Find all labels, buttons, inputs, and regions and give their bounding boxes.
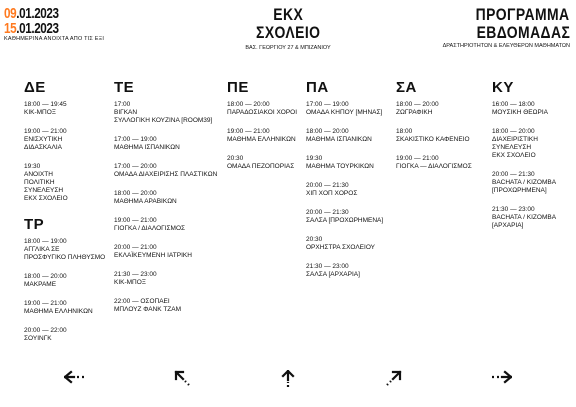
day-events-pe [227,101,303,171]
day-title-ky: ΚΥ [492,79,514,96]
date-start [4,6,104,21]
event-title: ΓΙΟΓΚΑ — ΔΙΑΛΟΓΙΣΜΟΣ [396,163,472,170]
event-tr-2 [24,300,106,316]
arrow-up-right-icon[interactable] [386,370,402,386]
opening-hours-note: ΚΑΘΗΜΕΡΙΝΑ ΑΝΟΙΧΤΑ ΑΠΟ ΤΙΣ ΕΞΙ [4,36,105,42]
event-title: ΜΑΘΗΜΑ ΙΣΠΑΝΙΚΩΝ [306,136,372,143]
program-subtitle: ΔΡΑΣΤΗΡΙΟΤΗΤΩΝ & ΕΛΕΥΘΕΡΩΝ ΜΑΘΗΜΑΤΩΝ [442,43,570,49]
event-sa-1 [396,128,482,144]
column-3 [227,80,303,182]
column-1 [24,80,106,354]
event-title: BACHATA / KIZOMBA [ΑΡΧΑΡΙΑ] [492,214,557,229]
column-5 [396,80,482,182]
event-time: 20:00 — 21:30 [492,171,535,178]
date-start-rest: .01.2023 [16,5,59,22]
event-sa-0 [396,101,482,117]
event-de-1 [24,128,106,152]
arrow-up-icon[interactable] [281,370,295,388]
event-ky-3 [492,206,572,230]
event-time: 18:00 — 20:00 [396,101,439,108]
event-pa-5 [306,236,390,252]
event-te-0 [114,101,222,125]
day-events-de [24,101,106,203]
event-ky-0 [492,101,572,117]
column-4 [306,80,390,290]
event-title: ΣΟΥΙΝΓΚ [24,335,52,342]
event-time: 22:00 — ΟΣΟΠΑΕΙ [114,298,170,305]
event-title: ΜΟΥΣΙΚΗ ΘΕΩΡΙΑ [492,109,548,116]
date-end-rest: .01.2023 [16,20,59,37]
event-time: 18:00 — 19:45 [24,101,67,108]
event-title: ΑΓΓΛΙΚΑ ΣΕ ΠΡΟΣΦΥΓΙΚΟ ΠΛΗΘΥΣΜΟ [24,246,106,261]
event-title: ΜΑΘΗΜΑ ΙΣΠΑΝΙΚΩΝ [114,144,180,151]
event-title: ΕΚΛΑΪΚΕΥΜΕΝΗ ΙΑΤΡΙΚΗ [114,252,192,259]
day-title-pe: ΠΕ [227,79,249,96]
event-time: 19:30 [306,155,323,162]
event-title: ΣΚΑΚΙΣΤΙΚΟ ΚΑΦΕΝΕΙΟ [396,136,470,143]
event-time: 20:00 — 22:00 [24,327,67,334]
event-time: 18:00 — 19:00 [24,238,67,245]
event-title: ΓΙΟΓΚΑ / ΔΙΑΛΟΓΙΣΜΟΣ [114,225,186,232]
event-time: 17:00 [114,101,131,108]
event-pa-2 [306,155,390,171]
event-tr-0 [24,238,106,262]
event-tr-1 [24,273,106,289]
event-te-1 [114,136,222,152]
event-pa-3 [306,182,390,198]
event-title: ΜΑΘΗΜΑ ΕΛΛΗΝΙΚΩΝ [24,308,93,315]
event-time: 20:30 [306,236,323,243]
event-title: ΒΙΓΚΑΝ ΣΥΛΛΟΓΙΚΗ ΚΟΥΖΙΝΑ [ROOM39] [114,109,213,124]
event-time: 21:30 — 23:00 [306,263,349,270]
day-tr [24,217,106,343]
event-title: ΕΝΙΣΧΥΤΙΚΗ ΔΙΔΑΣΚΑΛΙΑ [24,136,63,151]
event-pa-6 [306,263,390,279]
event-title: ΣΑΛΣΑ [ΑΡΧΑΡΙΑ] [306,271,360,278]
event-de-2 [24,163,106,203]
event-title: ΜΑΚΡΑΜΕ [24,281,57,288]
event-title: ΑΝΟΙΧΤΗ ΠΟΛΙΤΙΚΗ ΣΥΝΕΛΕΥΣΗ ΕΚΧ ΣΧΟΛΕΙΟ [24,171,68,202]
event-time: 21:30 — 23:00 [114,271,157,278]
event-title: ΚΙΚ-ΜΠΟΞ [114,279,147,286]
event-title: ΟΜΑΔΑ ΠΕΖΟΠΟΡΙΑΣ [227,163,295,170]
event-time: 18:00 — 20:00 [24,273,67,280]
event-pe-1 [227,128,303,144]
event-pa-0 [306,101,390,117]
event-ky-1 [492,128,572,160]
program-title-line2: ΕΒΔΟΜΑΔΑΣ [476,23,570,42]
event-time: 17:00 — 20:00 [114,163,157,170]
event-tr-3 [24,327,106,343]
event-pe-0 [227,101,303,117]
event-time: 19:00 — 21:00 [227,128,270,135]
day-events-te [114,101,222,314]
event-title: ΟΜΑΔΑ ΚΗΠΟΥ [ΜΗΝΑΣ] [306,109,383,116]
event-time: 19:00 — 21:00 [396,155,439,162]
event-time: 20:00 — 21:30 [306,209,349,216]
event-te-6 [114,271,222,287]
date-start-day: 09 [4,5,17,22]
program-title [443,7,570,50]
day-title-de: ΔΕ [24,79,46,96]
event-time: 20:30 [227,155,244,162]
logo-line2: ΣΧΟΛΕΙΟ [255,23,321,42]
address: ΒΑΣ. ΓΕΩΡΓΙΟΥ 27 & ΜΠΙΖΑΝΙΟΥ [245,45,331,51]
event-time: 19:00 — 21:00 [24,128,67,135]
event-title: ΜΑΘΗΜΑ ΑΡΑΒΙΚΩΝ [114,198,177,205]
arrow-up-left-icon[interactable] [174,370,190,386]
event-time: 18:00 — 20:00 [114,190,157,197]
event-time: 17:00 — 19:00 [114,136,157,143]
arrow-right-icon[interactable] [490,370,512,384]
event-time: 20:00 — 21:30 [306,182,349,189]
event-te-7 [114,298,222,314]
date-end-day: 15 [4,20,17,37]
event-title: ΜΑΘΗΜΑ ΕΛΛΗΝΙΚΩΝ [227,136,296,143]
event-ky-2 [492,171,572,195]
header-dates [4,6,104,43]
event-time: 18:00 — 20:00 [492,128,535,135]
event-te-4 [114,217,222,233]
event-time: 16:00 — 18:00 [492,101,535,108]
day-de [24,80,106,203]
event-title: ΧΙΠ ΧΟΠ ΧΟΡΟΣ [306,190,358,197]
event-te-3 [114,190,222,206]
event-title: ΟΡΧΗΣΤΡΑ ΣΧΟΛΕΙΟΥ [306,244,376,251]
day-events-tr [24,238,106,343]
day-title-tr: ΤΡ [24,216,45,233]
event-time: 17:00 — 19:00 [306,101,349,108]
date-end [4,21,104,36]
program-title-line1: ΠΡΟΓΡΑΜΜΑ [476,5,570,24]
event-pe-2 [227,155,303,171]
event-te-2 [114,163,222,179]
event-time: 18:00 [396,128,413,135]
event-de-0 [24,101,106,117]
event-time: 20:00 — 21:00 [114,244,157,251]
day-title-te: ΤΕ [114,79,135,96]
logo-line1: ΕΚΧ [273,5,303,24]
event-time: 19:00 — 21:00 [24,300,67,307]
logo[interactable] [238,7,338,52]
event-title: ΜΑΘΗΜΑ ΤΟΥΡΚΙΚΩΝ [306,163,374,170]
arrow-left-icon[interactable] [64,370,86,384]
event-time: 18:00 — 20:00 [306,128,349,135]
day-title-pa: ΠΑ [306,79,329,96]
day-title-sa: ΣΑ [396,79,417,96]
event-time: 19:00 — 21:00 [114,217,157,224]
event-time: 21:30 — 23:00 [492,206,535,213]
day-events-pa [306,101,390,279]
event-title: ΜΠΛΟΥΖ ΦΑΝΚ ΤΖΑΜ [114,306,182,313]
event-title: ΠΑΡΑΔΟΣΙΑΚΟΙ ΧΟΡΟΙ [227,109,298,116]
event-te-5 [114,244,222,260]
column-2 [114,80,222,325]
event-title: BACHATA / KIZOMBA [ΠΡΟΧΩΡΗΜΕΝΑ] [492,179,557,194]
event-sa-2 [396,155,482,171]
column-6 [492,80,572,241]
event-title: ΖΩΓΡΑΦΙΚΗ [396,109,433,116]
day-events-ky [492,101,572,230]
day-events-sa [396,101,482,171]
event-time: 19:30 [24,163,41,170]
event-title: ΟΜΑΔΑ ΔΙΑΧΕΙΡΙΣΗΣ ΠΛΑΣΤΙΚΩΝ [114,171,218,178]
event-title: ΣΑΛΣΑ [ΠΡΟΧΩΡΗΜΕΝΑ] [306,217,384,224]
event-time: 18:00 — 20:00 [227,101,270,108]
event-pa-4 [306,209,390,225]
event-title: ΔΙΑΧΕΙΡΙΣΤΙΚΗ ΣΥΝΕΛΕΥΣΗ ΕΚΧ ΣΧΟΛΕΙΟ [492,136,538,159]
event-pa-1 [306,128,390,144]
event-title: ΚΙΚ-ΜΠΟΞ [24,109,57,116]
